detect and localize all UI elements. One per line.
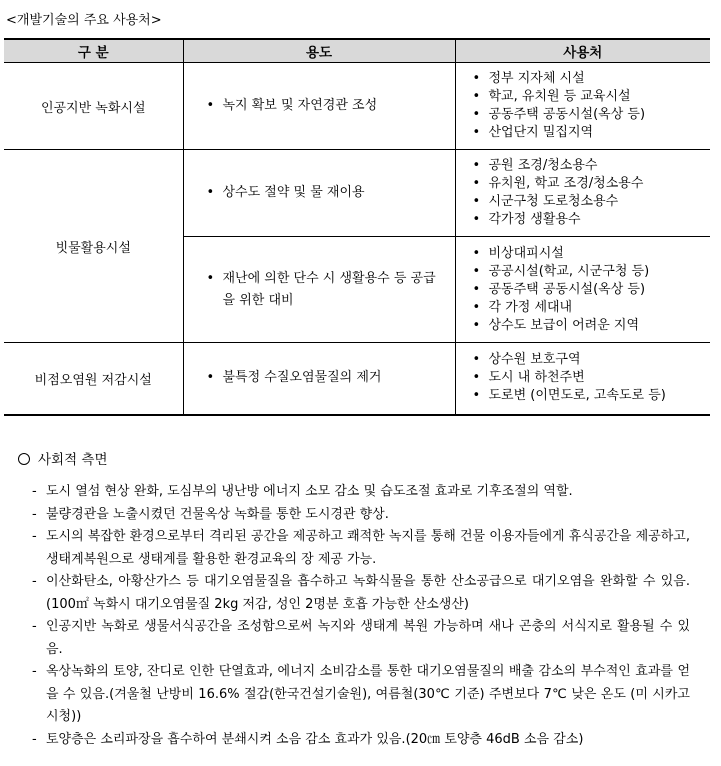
user-item: • 각가정 생활용수 bbox=[468, 211, 711, 229]
category-cell: 인공지반 녹화시설 bbox=[4, 63, 183, 150]
user-item: • 공원 조경/청소용수 bbox=[468, 157, 711, 175]
list-item: - 토양층은 소리파장을 흡수하여 분쇄시켜 소음 감소 효과가 있음.(20㎝ 토양층 46dB 소음 감소) bbox=[30, 729, 690, 752]
usage-cell bbox=[183, 150, 455, 237]
section-heading bbox=[18, 448, 108, 468]
table-row bbox=[4, 63, 710, 150]
users-cell bbox=[455, 150, 710, 237]
benefit-list bbox=[30, 481, 690, 751]
usage-text: • 녹지 확보 및 자연경관 조성 bbox=[202, 95, 447, 117]
list-item: - 인공지반 녹화로 생물서식공간을 조성함으로써 녹지와 생태계 복원 가능하며 새나 곤충의 서식지로 활용될 수 있음. bbox=[30, 616, 690, 661]
table-row bbox=[4, 343, 710, 415]
user-item: • 유치원, 학교 조경/청소용수 bbox=[468, 175, 711, 193]
user-item: • 도시 내 하천주변 bbox=[468, 369, 711, 387]
usage-cell bbox=[183, 237, 455, 343]
usage-cell bbox=[183, 63, 455, 150]
table-header-row bbox=[4, 39, 710, 63]
user-item: • 도로변 (이면도로, 고속도로 등) bbox=[468, 387, 711, 405]
user-item: • 상수원 보호구역 bbox=[468, 351, 711, 369]
user-item: • 산업단지 밀집지역 bbox=[468, 124, 711, 142]
header-category: 구 분 bbox=[4, 39, 183, 63]
usage-text: • 상수도 절약 및 물 재이용 bbox=[202, 182, 447, 204]
user-item: • 공동주택 공동시설(옥상 등) bbox=[468, 281, 711, 299]
user-item: • 학교, 유치원 등 교육시설 bbox=[468, 88, 711, 106]
section-title: 사회적 측면 bbox=[38, 452, 108, 468]
user-item: • 상수도 보급이 어려운 지역 bbox=[468, 317, 711, 335]
usage-text: • 불특정 수질오염물질의 제거 bbox=[202, 367, 447, 389]
usage-table bbox=[4, 38, 710, 416]
user-item: • 정부 지자체 시설 bbox=[468, 70, 711, 88]
user-item: • 공동주택 공동시설(옥상 등) bbox=[468, 106, 711, 124]
header-usage: 용도 bbox=[183, 39, 455, 63]
user-item: • 각 가정 세대내 bbox=[468, 299, 711, 317]
list-item: - 이산화탄소, 아황산가스 등 대기오염물질을 흡수하고 녹화식물을 통한 산소공급으로 대기오염을 완화할 수 있음. (100㎡ 녹화시 대기오염물질 2kg 저감, 성인 2명분 호흡 가능한 산소생산) bbox=[30, 571, 690, 616]
users-cell bbox=[455, 237, 710, 343]
usage-text: • 재난에 의한 단수 시 생활용수 등 공급을 위한 대비 bbox=[202, 268, 447, 312]
table-row bbox=[4, 150, 710, 237]
header-users: 사용처 bbox=[455, 39, 710, 63]
users-cell bbox=[455, 343, 710, 415]
category-cell: 비점오염원 저감시설 bbox=[4, 343, 183, 415]
list-item: - 불량경관을 노출시켰던 건물옥상 녹화를 통한 도시경관 향상. bbox=[30, 504, 690, 527]
user-item: • 시군구청 도로청소용수 bbox=[468, 193, 711, 211]
list-item: - 도시의 복잡한 환경으로부터 격리된 공간을 제공하고 쾌적한 녹지를 통해 건물 이용자들에게 휴식공간을 제공하고, 생태계복원으로 생태계를 활용한 환경교육의 장 제공 가능. bbox=[30, 526, 690, 571]
user-item: • 공공시설(학교, 시군구청 등) bbox=[468, 263, 711, 281]
user-item: • 비상대피시설 bbox=[468, 245, 711, 263]
users-cell bbox=[455, 63, 710, 150]
category-cell: 빗물활용시설 bbox=[4, 150, 183, 343]
table-caption: <개발기술의 주요 사용처> bbox=[6, 13, 162, 28]
usage-cell bbox=[183, 343, 455, 415]
list-item: - 옥상녹화의 토양, 잔디로 인한 단열효과, 에너지 소비감소를 통한 대기오염물질의 배출 감소의 부수적인 효과를 얻을 수 있음.(겨울철 난방비 16.6% 절감(한국건설기술원), 여름철(30℃ 기준) 주변보다 7℃ 낮은 온도 (미 시카고 시청)) bbox=[30, 661, 690, 729]
list-item: - 도시 열섬 현상 완화, 도심부의 냉난방 에너지 소모 감소 및 습도조절 효과로 기후조절의 역할. bbox=[30, 481, 690, 504]
circle-bullet-icon bbox=[18, 453, 30, 465]
